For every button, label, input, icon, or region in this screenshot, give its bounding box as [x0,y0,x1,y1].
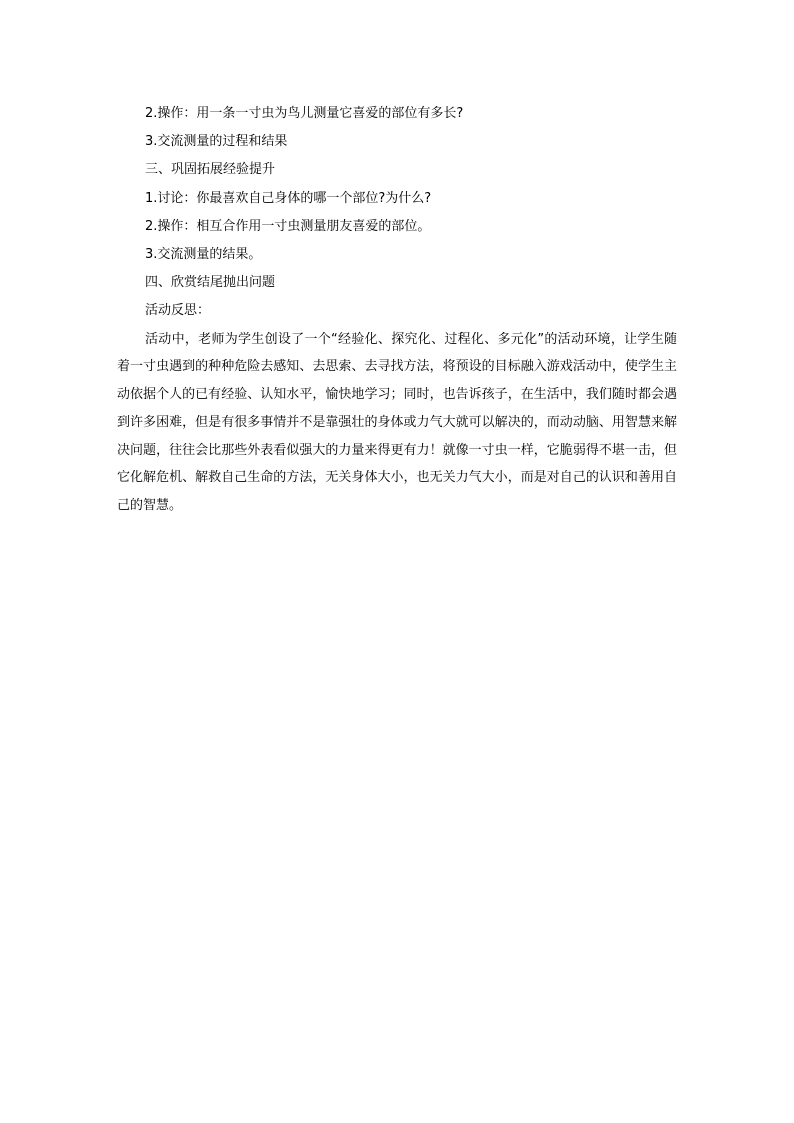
document-body [117,100,677,520]
step-measure-bird: 2.操作：用一条一寸虫为鸟儿测量它喜爱的部位有多长? [145,106,464,121]
reflection-heading: 活动反思： [145,303,211,319]
section-heading-consolidate: 三、巩固拓展经验提升 [145,162,276,178]
reflection-paragraph: 活动中，老师为学生创设了一个“经验化、探究化、过程化、多元化”的活动环境，让学生随着一寸虫遇到的种种危险去感知、去思索、去寻找方法，将预设的目标融入游戏活动中，使学生主动依据个人的已有经验、认知水平，愉快地学习；同时，也告诉孩子，在生活中，我们随时都会遇到许多困难，但是有很多事情并不是靠强壮的身体或力气大就可以解决的，而动动脑、用智慧来解决问题，往往会比那些外表看似强大的力量来得更有力！就像一寸虫一样，它脆弱得不堪一击，但它化解危机、解救自己生命的方法，无关身体大小，也无关力气大小，而是对自己的认识和善用自己的智慧。 [117,331,677,514]
step-measure-friend: 2.操作：相互合作用一寸虫测量朋友喜爱的部位。 [145,218,431,234]
step-share-results: 3.交流测量的结果。 [145,246,262,262]
step-share-process: 3.交流测量的过程和结果 [145,134,288,150]
section-heading-ending: 四、欣赏结尾抛出问题 [145,275,276,291]
step-discuss-favorite-part: 1.讨论：你最喜欢自己身体的哪一个部位?为什么? [145,190,432,206]
